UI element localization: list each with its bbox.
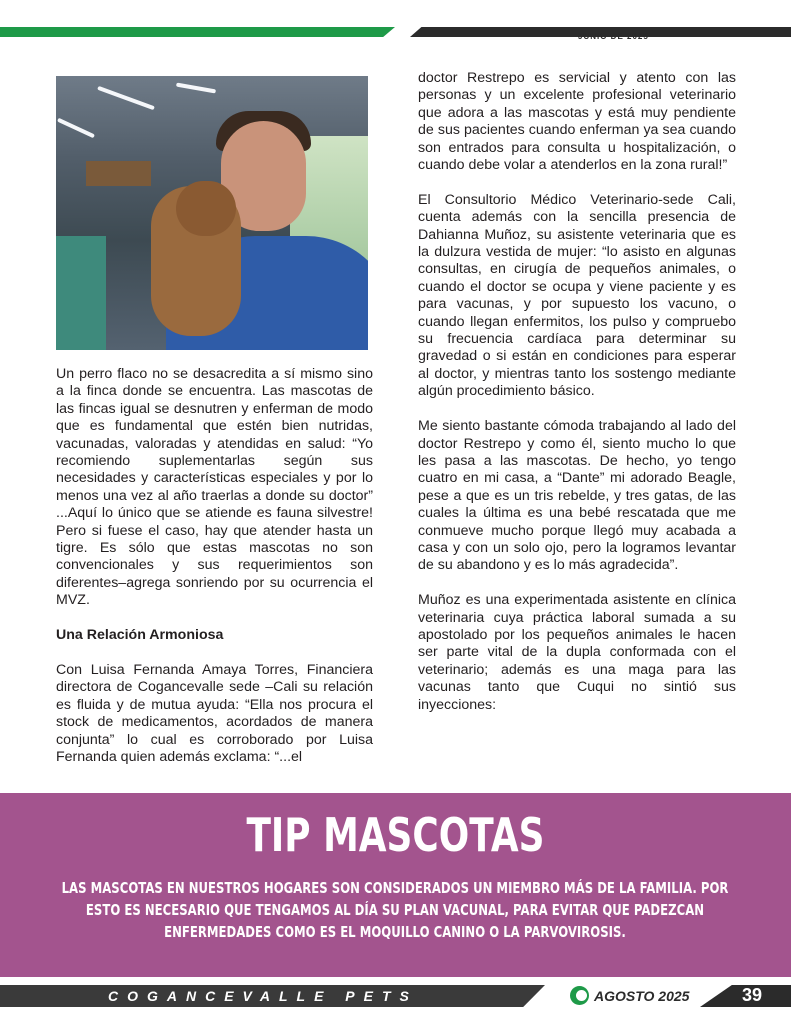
photo-dog-head: [176, 181, 236, 236]
tip-banner: [0, 793, 791, 977]
header-issue-label: JUNIO DE 2025: [578, 32, 649, 41]
footer-date: AGOSTO 2025: [594, 988, 690, 1004]
footer-publication: COGANCEVALLE PETS: [108, 988, 418, 1004]
section-subheading: Una Relación Armoniosa: [56, 627, 224, 644]
ceiling-light: [176, 83, 216, 94]
page-number: 39: [742, 985, 763, 1005]
article-paragraph: El Consultorio Médico Veterinario-sede Cali, cuenta además con la sencilla presencia de Dahianna Muñoz, su asistente veterinaria que es la dulzura vestida de mujer: “lo asisto en algunas consultas, en cirugía de pequeños animales, o cuando el doctor se ocupa y viene paciente y es para vacunas, y por supuesto los vacuno, o cuando llegan enfermitos, los pulso y compruebo su frecuencia cardíaca para determinar su gravedad o si están en condiciones para esperar al doctor, y mientras tanto los sostengo mediante algún procedimiento básico.: [418, 191, 736, 400]
header-green-stripe: [0, 27, 395, 37]
tip-body: LAS MASCOTAS EN NUESTROS HOGARES SON CONSIDERADOS UN MIEMBRO MÁS DE LA FAMILIA. POR ESTO ES NECESARIO QUE TENGAMOS AL DÍA SU PLAN VACUNAL, PARA EVITAR QUE PADEZCAN ENFERMEDADES COMO ES EL MOQUILLO CANINO O LA PARVOVIROSIS.: [61, 879, 729, 941]
article-paragraph: Muñoz es una experimentada asistente en clínica veterinaria cuya práctica laboral sumada a su apostolado por los pequeños animales le hacen ser parte vital de la dupla conformada con el veterinario; además es una maga para las vacunas tanto que Cuqui no sintió sus inyecciones:: [418, 592, 736, 713]
article-paragraph: doctor Restrepo es servicial y atento con las personas y un excelente profesional veterinario que adora a las mascotas y está muy pendiente de sus pacientes cuando enferman ya sea cuando son entrados para consulta u hospitalización, o cuando debe volar a atenderlos en la zona rural!”: [418, 70, 736, 174]
ceiling-light: [57, 118, 95, 139]
photo-counter: [56, 236, 106, 350]
article-paragraph: Con Luisa Fernanda Amaya Torres, Financiera directora de Cogancevalle sede –Cali su relación es fluida y de mutua ayuda: “Ella nos procura el stock de medicamentos, acordados de manera conjunta” lo cual es corroborado por Luisa Fernanda quien además exclama: “...el: [56, 661, 373, 765]
article-right-column: [418, 70, 736, 731]
veterinarian-holding-dog-photo: [56, 76, 368, 350]
tip-title: TIP MASCOTAS: [246, 808, 545, 862]
article-paragraph: Un perro flaco no se desacredita a sí mismo sino a la finca donde se encuentra. Las mascotas de las fincas igual se desnutren y enferman de modo que es fundamental que estén bien nutridas, vacunadas, valoradas y atendidas en salud: “Yo recomiendo suplementarlas según sus necesidades y características especiales y por lo menos una vez al año traerlas a donde su doctor” ...Aquí lo único que se atiende es fauna silvestre! Pero si fuese el caso, hay que atender hasta un tigre. Es sólo que estas mascotas no son convencionales y sus requerimientos son diferentes–agrega sonriendo por su ocurrencia el MVZ.: [56, 366, 373, 609]
photo-shelf: [86, 161, 151, 186]
article-paragraph: Me siento bastante cómoda trabajando al lado del doctor Restrepo y como él, siento mucho lo que les pasa a las mascotas. De hecho, yo tengo cuatro en mi casa, a “Dante” mi adorado Beagle, pese a que es un tris rebelde, y tres gatas, de las cuales la última es una bebé rescatada que me conmueve mucho porque llegó muy acabada a casa y con un solo ojo, pero la logramos levantar de su abandono y es lo más agradecida”.: [418, 418, 736, 574]
ceiling-light: [97, 86, 155, 110]
article-left-column: [56, 366, 373, 784]
cogancevalle-logo-icon: [570, 986, 589, 1005]
